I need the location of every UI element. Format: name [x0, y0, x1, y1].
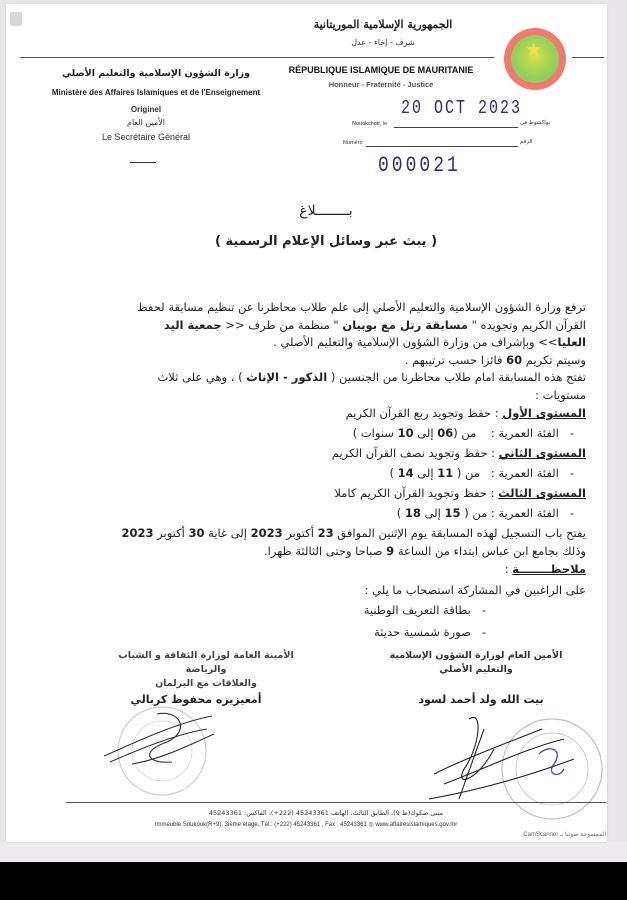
document-body	[116, 299, 586, 641]
signatory-left-title-2: والعلاقات مع البرلمان	[155, 678, 257, 689]
note-item-text: بطاقة التعريف الوطنية	[363, 603, 471, 617]
levels-intro-text: تفتح هذه المسابقة امام طلاب محاظرنا من الجنسين (	[327, 370, 586, 384]
registration-paragraph	[116, 525, 586, 543]
age-text: إلى	[413, 465, 438, 480]
republic-name-fr: RÉPUBLIQUE ISLAMIQUE DE MAURITANIE	[288, 65, 474, 75]
level-3-age	[116, 505, 586, 523]
footer-rule	[66, 802, 606, 803]
reg-text: أكتوبر	[282, 526, 318, 540]
age-from: 11	[437, 465, 454, 480]
signatory-right-title-1: الأمين العام لوزارة الشؤون الإسلامية	[389, 650, 563, 661]
age-from: 15	[444, 505, 461, 520]
bullet-dash: -	[558, 425, 574, 440]
paragraph-intro	[116, 299, 586, 352]
bullet-dash: -	[470, 603, 486, 617]
place-field-line	[394, 127, 518, 128]
document-subtitle: ( يبث عبر وسائل الإعلام الرسمية )	[214, 234, 438, 249]
reg-text: وذلك بجامع ابن عباس ابتداء من الساعة	[394, 543, 586, 558]
signatory-right-title-2: والتعليم الأصلي	[439, 664, 513, 675]
age-to: 14	[397, 465, 414, 480]
level-2	[116, 445, 586, 463]
bullet-dash: -	[558, 465, 574, 480]
signatory-right-name: بيت الله ولد أحمد لسود	[418, 693, 544, 706]
intro-text-2: " منظمة من طرف <<	[221, 317, 343, 332]
note-title: ملاحظــــــــة	[512, 562, 586, 576]
age-text: من (	[453, 425, 477, 440]
camscanner-watermark: الممسوحة ضوئيا بـ CamScanner	[523, 832, 606, 838]
signatory-left-name: أمعيزيزه محفوظ كربالي	[130, 693, 262, 706]
note-colon: :	[504, 562, 513, 576]
level-1-age	[116, 425, 586, 443]
place-label-fr: Nouakchott, le	[352, 121, 388, 127]
level-3-desc: : حفظ وتجويد القرآن الكريم كاملا	[334, 486, 499, 500]
signatory-right-title	[386, 649, 566, 677]
age-label: الفئة العمرية :	[490, 505, 559, 520]
level-1-desc: : حفظ وتجويد ربع القرآن الكريم	[345, 406, 503, 420]
scan-corner-mark	[10, 12, 22, 26]
age-text: من (	[460, 505, 488, 520]
left-seal-signature	[102, 704, 222, 799]
bottom-bar	[0, 862, 627, 900]
level-1-name: المستوى الأول	[502, 406, 586, 420]
age-text: إلى	[413, 425, 438, 440]
footer-address-ar: مبنى صكوك(ط 9)، الطابق الثالث، الهاتف 45243361 (222+)، الفاكس: 45243361	[208, 809, 444, 817]
signatory-left-title	[106, 649, 306, 691]
scanner-background	[0, 842, 627, 862]
left-seal-inner	[132, 721, 192, 781]
registration-paragraph-2	[116, 543, 586, 561]
republic-name-ar: الجمهورية الإسلامية الموريتانية	[313, 18, 453, 31]
document-page	[6, 4, 607, 842]
reg-start-year: 2023	[250, 526, 283, 540]
level-2-age	[116, 465, 586, 483]
intro-text: ترفع وزارة الشؤون الإسلامية والتعليم الأصلي إلى علم طلاب محاظرنا عن تنظيم مسابقة لحفظ القرآن الكريم وتجويده "	[137, 300, 586, 332]
number-stamp: 000021	[378, 153, 461, 179]
winners-text-2: فائزا حسب ترتيبهم .	[404, 352, 507, 367]
number-label-ar: الرقم	[520, 139, 533, 145]
genders: الذكور - الإناث	[246, 370, 328, 384]
signatory-left-title-1: الأمينة العامة لوزارة الثقافة و الشباب والرياضة	[118, 650, 294, 675]
secretary-general-ar: الأمين العام	[126, 118, 166, 127]
intro-text-3: >> وبإشراف من وزارة الشؤون الإسلامية والتعليم الأصلي .	[273, 335, 558, 349]
age-from: 06	[437, 425, 454, 440]
header-rule-left	[20, 57, 494, 58]
level-3	[116, 485, 586, 503]
paragraph-winners	[116, 352, 586, 370]
levels-intro-text-2: ) ، وهي على ثلاث مستويات :	[157, 370, 586, 402]
document-title: بــــــــلاغ	[299, 203, 353, 219]
bullet-dash: -	[470, 624, 486, 639]
divider	[130, 162, 156, 163]
national-emblem	[504, 28, 566, 90]
motto-ar: شرف - إخاء - عدل	[351, 38, 415, 47]
number-label-fr: Numéro	[343, 140, 363, 146]
age-to: 18	[404, 505, 421, 520]
motto-fr: Honneur - Fraternité - Justice	[328, 80, 434, 89]
date-stamp: 20 OCT 2023	[401, 97, 523, 120]
reg-text: يفتح باب التسجيل لهذه المسابقة يوم الإثنين الموافق	[333, 526, 586, 540]
reg-start-day: 23	[317, 526, 334, 540]
level-3-name: المستوى الثالث	[498, 486, 586, 500]
right-seal-mark	[539, 749, 564, 775]
secretary-general-fr: Le Secrétaire Général	[101, 132, 191, 142]
number-field-line	[366, 146, 518, 147]
note-heading	[116, 561, 586, 579]
reg-end-day: 30	[188, 526, 205, 540]
age-text: من (	[453, 465, 480, 480]
reg-text: صباحا وحتى الثالثة ظهرا.	[264, 543, 387, 558]
ministry-name-ar: وزارة الشؤون الإسلامية والتعليم الأصلي	[62, 68, 250, 79]
reg-text: إلى غاية	[204, 526, 251, 540]
age-label: الفئة العمرية :	[490, 425, 559, 440]
age-label: الفئة العمرية :	[490, 465, 559, 480]
note-item	[116, 602, 586, 620]
level-1	[116, 405, 586, 423]
note-item-text: صورة شمسية حديثة	[374, 624, 471, 639]
organizer-name: جمعية اليد العليا	[163, 317, 586, 349]
right-signature-stroke	[429, 717, 574, 799]
age-text: سنوات )	[352, 425, 398, 440]
reg-hour: 9	[386, 543, 395, 558]
winners-count: 60	[506, 352, 523, 367]
reg-end-year: 2023	[121, 526, 154, 540]
competition-name: مسابقة رتل مع بوبيان	[342, 317, 468, 332]
winners-text: وسيتم تكريم	[522, 352, 586, 367]
note-item	[116, 624, 586, 642]
emblem-center	[511, 35, 559, 83]
age-text: إلى	[420, 505, 445, 520]
level-2-desc: : حفظ وتجويد نصف القرآن الكريم	[331, 446, 499, 460]
header-rule-right	[572, 57, 604, 58]
ministry-name-fr: Ministère des Affaires Islamiques et de l'Enseignement	[51, 88, 261, 97]
level-2-name: المستوى الثاني	[498, 446, 586, 460]
reg-text: أكتوبر	[153, 526, 189, 540]
age-text: )	[389, 465, 398, 480]
age-to: 10	[397, 425, 414, 440]
note-intro: على الراغبين في المشاركة استصحاب ما يلي :	[364, 582, 586, 597]
paragraph-levels-intro	[116, 369, 586, 404]
star-icon: ★	[525, 39, 543, 61]
place-label-ar: نواكشوط في	[520, 120, 551, 126]
footer-address-fr: Immeuble Soukouk(R+9), 3ième étage, Tél.: (+222) 45243361 , Fax : 45243361 ◎ www.affairesislamiques.gov.mr	[154, 822, 458, 828]
age-text: )	[396, 505, 405, 520]
bullet-dash: -	[558, 505, 574, 520]
ministry-name-fr-2: Originel	[130, 105, 162, 114]
